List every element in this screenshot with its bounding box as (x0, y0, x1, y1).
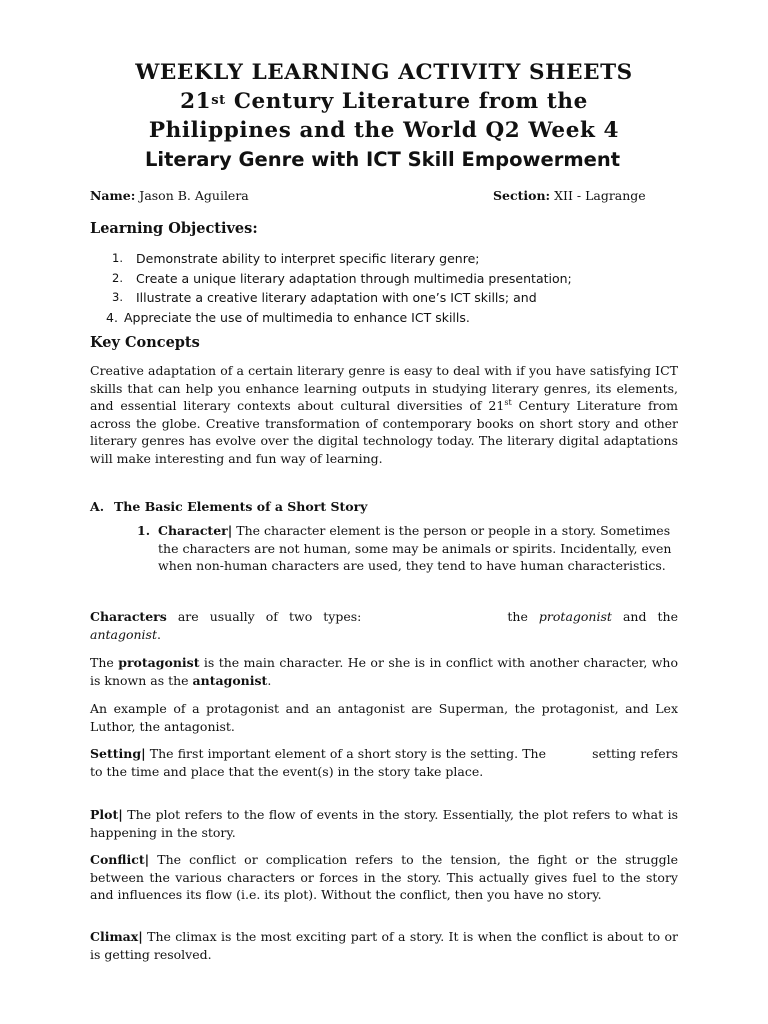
document-subtitle: Literary Genre with ICT Skill Empowerment (145, 148, 621, 171)
character-item-number: 1. (137, 523, 151, 538)
antagonist-italic: antagonist (90, 626, 157, 642)
learning-objectives-heading: Learning Objectives: (90, 220, 258, 237)
list-item (106, 308, 672, 328)
section-a-title: The Basic Elements of a Short Story (114, 499, 368, 514)
character-item-text (158, 522, 677, 575)
key-concepts-text-b: Century Literature from across the globe. Creative transformation of contemporary books on short story and other literary genres has evolve over the digital technology today. The literary digital adaptations will make interesting and fun way of learning. (90, 398, 678, 466)
climax-text: The climax is the most exciting part of a story. It is when the conflict is about to or is getting resolved. (90, 929, 678, 962)
plot-text: The plot refers to the flow of events in the story. Essentially, the plot refers to what is happening in the story. (90, 807, 678, 840)
list-item-text: Appreciate the use of multimedia to enhance ICT skills. (124, 309, 470, 325)
protagonist-paragraph (90, 654, 678, 689)
characters-paragraph (90, 608, 678, 643)
key-concepts-text-a: Creative adaptation of a certain literary genre is easy to deal with if you have satisfying ICT skills that can help you enhance learning outputs in studying literary genres, its elements, and essential literary contexts about cultural diversities of 21 (90, 363, 678, 413)
protagonist-term: protagonist (118, 655, 200, 670)
key-concepts-superscript: st (504, 397, 512, 407)
setting-term: Setting| (90, 746, 146, 761)
title-line-2-number: 21 (180, 89, 212, 114)
characters-text-b: the (507, 609, 539, 624)
name-label: Name: (90, 188, 136, 203)
list-item (112, 249, 672, 269)
title-line-2 (0, 87, 768, 116)
list-item-number: 3. (112, 290, 123, 304)
climax-term: Climax| (90, 929, 143, 944)
name-field (90, 188, 249, 203)
title-line-3: Philippines and the World Q2 Week 4 (148, 118, 620, 143)
list-item (112, 269, 672, 289)
objectives-list (106, 249, 672, 327)
student-info (90, 188, 680, 203)
character-item (137, 522, 677, 575)
section-a-letter: A. (90, 499, 105, 514)
section-value: XII - Lagrange (550, 188, 646, 203)
list-item-text: Demonstrate ability to interpret specific literary genre; (136, 251, 480, 266)
protagonist-italic: protagonist (538, 609, 612, 624)
character-term: Character| (158, 523, 233, 538)
protagonist-text-c: . (267, 672, 272, 688)
climax-paragraph (90, 928, 678, 963)
key-concepts-body (90, 362, 678, 467)
section-label: Section: (493, 188, 551, 203)
conflict-term: Conflict| (90, 852, 150, 867)
example-paragraph: An example of a protagonist and an antagonist are Superman, the protagonist, and Lex Luthor, the antagonist. (90, 701, 678, 734)
conflict-text: The conflict or complication refers to the tension, the fight or the struggle between the various characters or forces in the story. This actually gives fuel to the story and influences its flow (i.e. its plot). Without the conflict, then you have no story. (90, 852, 678, 902)
name-value: Jason B. Aguilera (135, 188, 249, 203)
list-item-number: 2. (112, 270, 123, 285)
key-concepts-heading: Key Concepts (90, 334, 200, 351)
document-header (0, 58, 768, 175)
characters-text-d: . (157, 626, 161, 642)
list-item-number: 4. (106, 309, 118, 325)
title-line-2-text: Century Literature from the (225, 89, 588, 114)
section-field (493, 188, 646, 203)
section-a-heading (90, 499, 367, 514)
list-item-text: Create a unique literary adaptation through multimedia presentation; (136, 270, 572, 286)
antagonist-term: antagonist (192, 672, 268, 688)
conflict-paragraph (90, 851, 678, 904)
title-line-1: WEEKLY LEARNING ACTIVITY SHEETS (135, 60, 633, 85)
characters-term: Characters (90, 609, 167, 624)
plot-term: Plot| (90, 807, 123, 822)
title-line-2-superscript: st (211, 93, 226, 108)
setting-paragraph (90, 745, 678, 780)
list-item-text: Illustrate a creative literary adaptation with one’s ICT skills; and (136, 290, 537, 305)
protagonist-text-b: is the main character. He or she is in conflict with another character, who is known as the (90, 655, 678, 688)
characters-text-c: and the (611, 609, 678, 624)
character-definition: The character element is the person or people in a story. Sometimes the characters are not human, some may be animals or spirits. Incidentally, even when non-human characters are used, they tend to have human characteristics. (158, 523, 672, 573)
setting-text-a: The first important element of a short story is the setting. The (145, 746, 547, 761)
characters-text-a: are usually of two types: (166, 609, 362, 624)
protagonist-text-a: The (90, 655, 119, 670)
list-item (112, 288, 672, 308)
list-item-number: 1. (112, 251, 123, 265)
plot-paragraph (90, 806, 678, 841)
setting-text-b: setting refers to the time and place that the event(s) in the story take place. (90, 746, 678, 779)
